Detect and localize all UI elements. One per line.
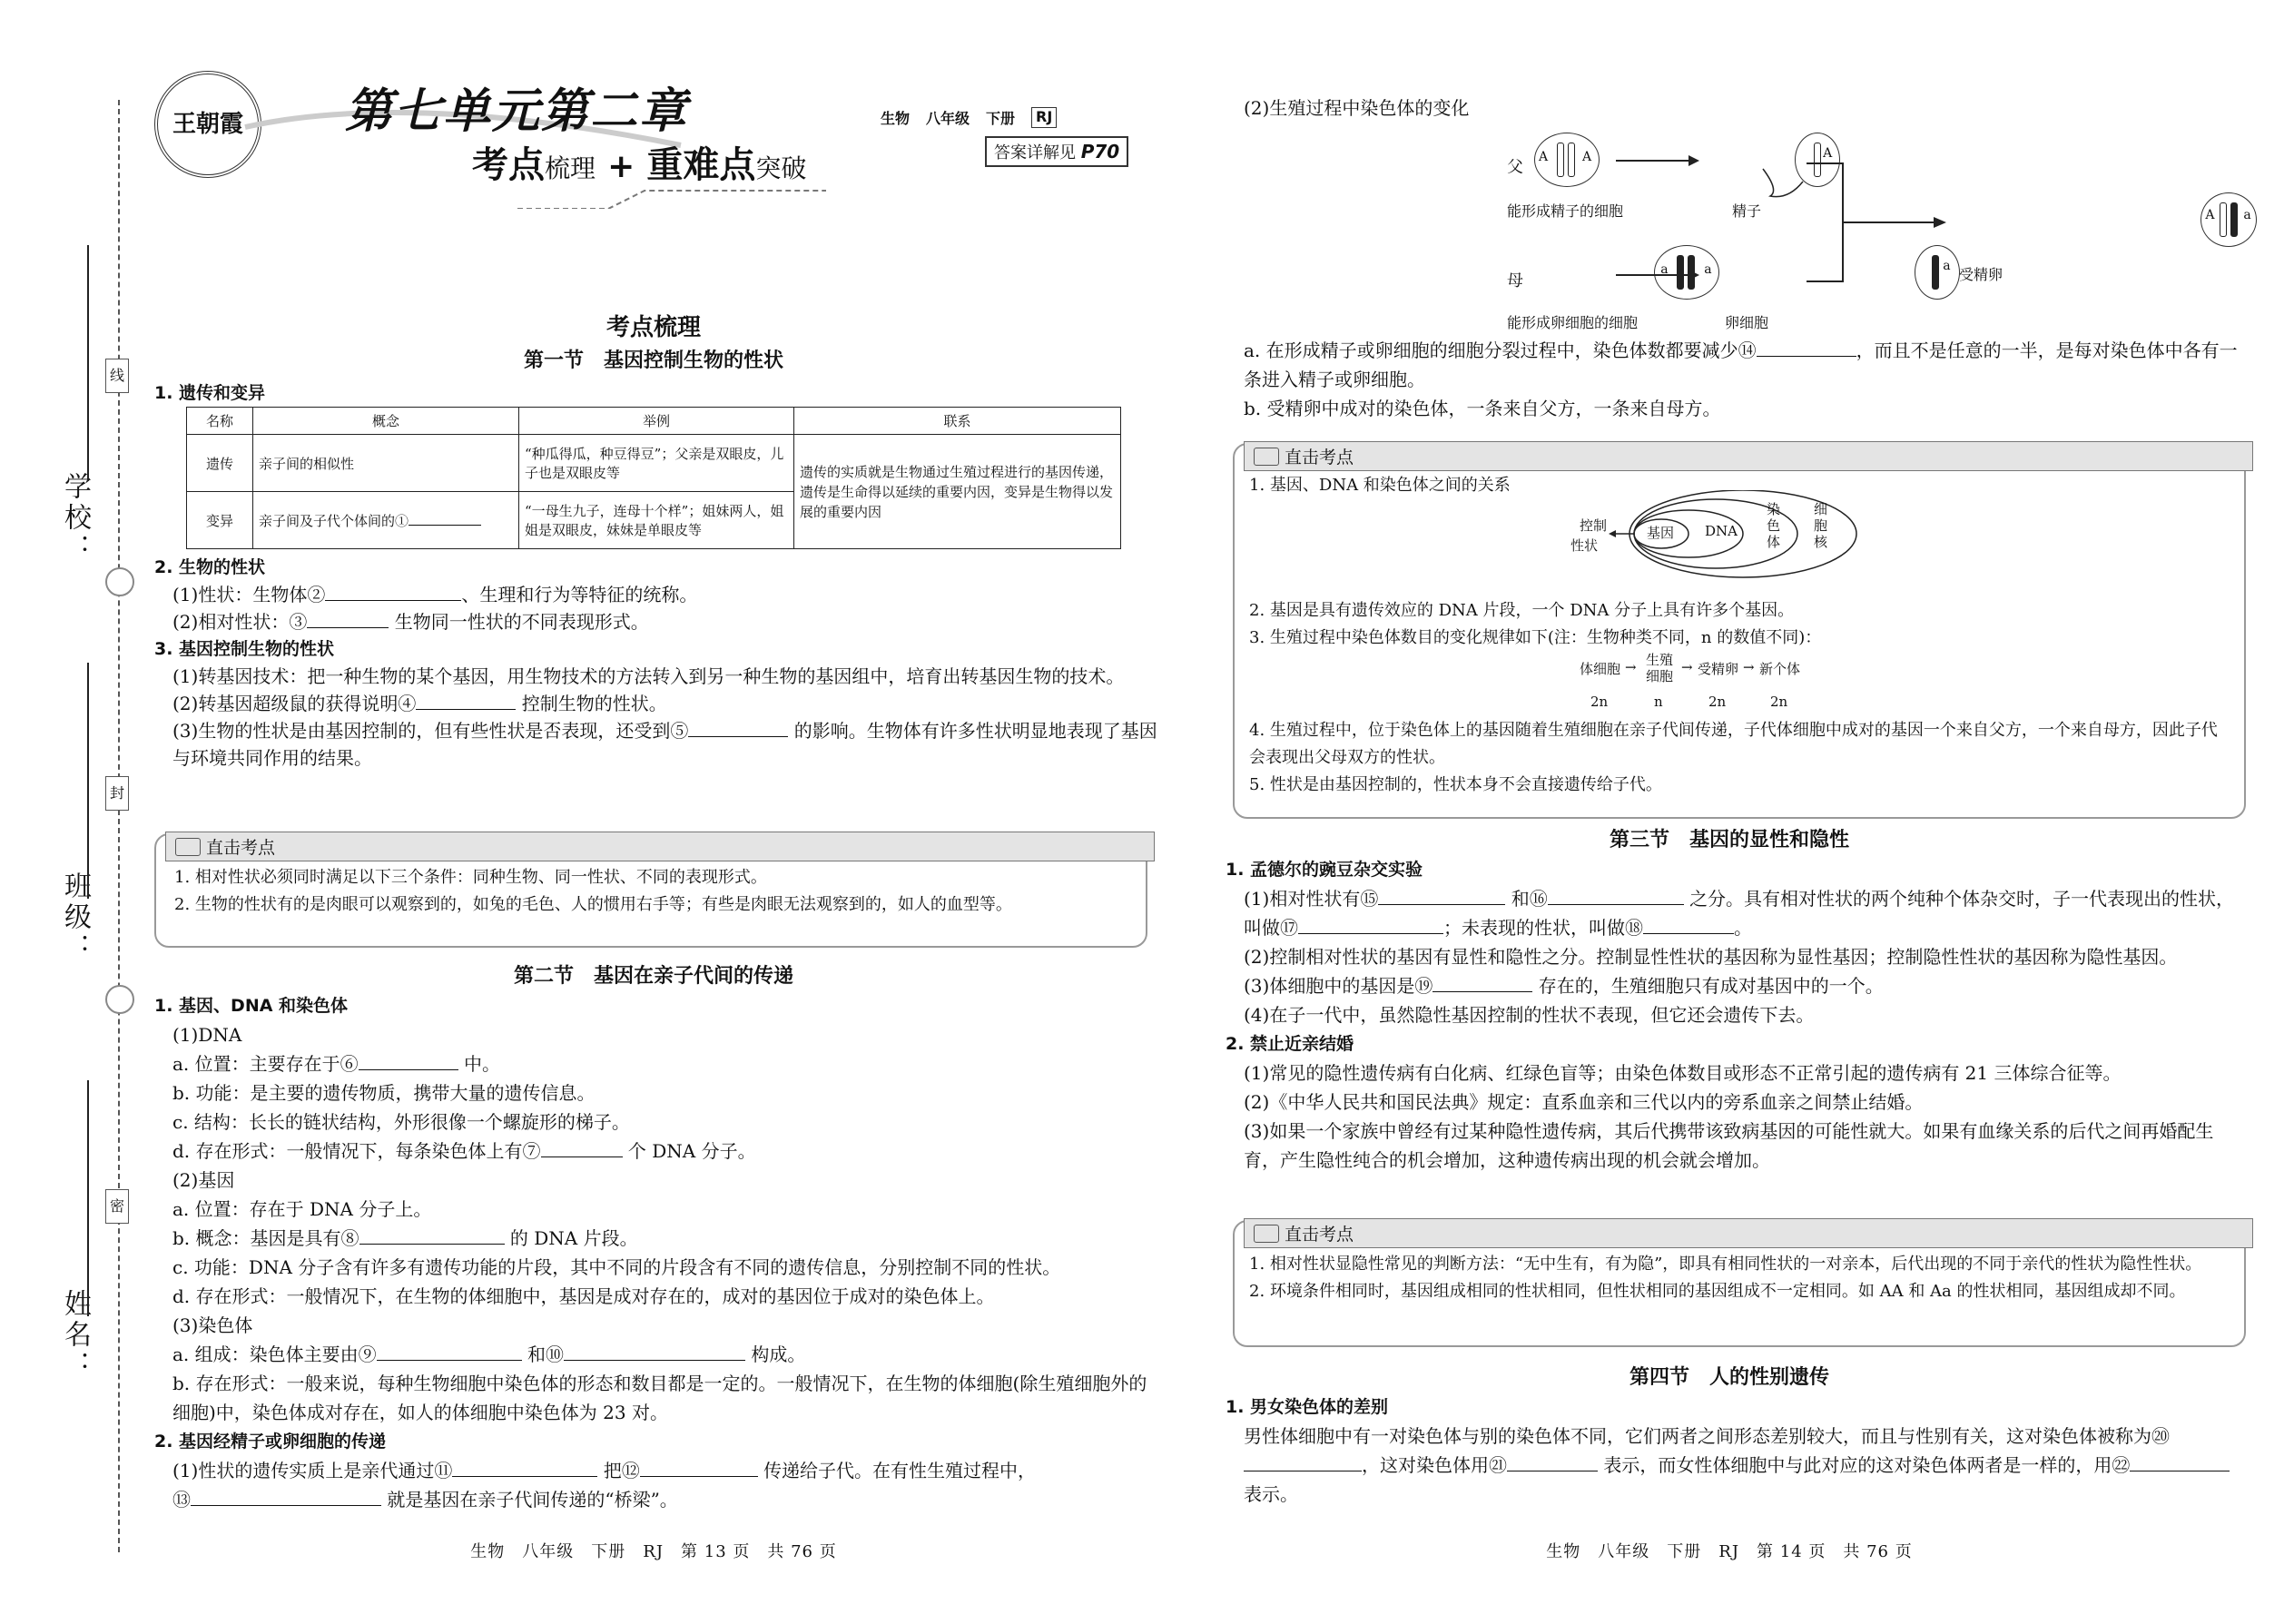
key-point-list bbox=[1249, 597, 2230, 652]
answer-ref bbox=[985, 136, 1128, 167]
text-span: 就是基因在亲子代间传递的“桥梁”。 bbox=[387, 1489, 678, 1511]
table-header: 联系 bbox=[794, 408, 1121, 435]
seal-tag-secret: 密 bbox=[105, 1189, 129, 1224]
allele-label: a bbox=[1943, 259, 1951, 273]
text-line bbox=[1226, 884, 2242, 942]
table-row bbox=[187, 435, 1121, 492]
table-cell bbox=[253, 492, 519, 549]
text-line bbox=[154, 1049, 1162, 1078]
egg-source-cell bbox=[1654, 245, 1719, 300]
text-span: a. 位置：主要存在于⑥ bbox=[172, 1053, 359, 1075]
tag-label: 直击考点 bbox=[206, 838, 276, 858]
text-line: b. 存在形式：一般来说，每种生物细胞中染色体的形态和数目都是一定的。一般情况下，在生物的体细胞(除生殖细胞外的细胞)中，染色体成对存在，如人的体细胞中染色体为 23 对。 bbox=[172, 1373, 1147, 1423]
class-label: 班级： bbox=[59, 871, 91, 964]
key-point-tag bbox=[165, 832, 1155, 861]
lesson-3-body bbox=[1226, 855, 2242, 1175]
label-dna: DNA bbox=[1705, 523, 1738, 539]
arrow-icon: → bbox=[1625, 659, 1637, 675]
text-span: (1)相对性状有⑮ bbox=[1244, 888, 1379, 910]
sub-heading: (2)生殖过程中染色体的变化 bbox=[1244, 97, 1470, 119]
text-span: b. 概念：基因是具有⑧ bbox=[172, 1227, 359, 1249]
text-span: 男性体细胞中有一对染色体与别的染色体不同，它们两者之间形态差别较大，而且与性别有关，这对染色体被称为⑳ bbox=[1244, 1425, 2170, 1447]
text-line bbox=[154, 1485, 1162, 1514]
text-span: 控制生物的性状。 bbox=[521, 693, 667, 714]
school-label: 学校： bbox=[59, 472, 91, 565]
flow-new-individual: 新个体 bbox=[1759, 661, 1801, 677]
fill-blank-12[interactable] bbox=[640, 1458, 758, 1477]
tag-label: 直击考点 bbox=[1285, 1225, 1354, 1245]
text-span: 构成。 bbox=[751, 1343, 806, 1365]
text-span: (2)转基因超级鼠的获得说明④ bbox=[172, 693, 417, 714]
table-cell: 遗传的实质就是生物通过生殖过程进行的基因传递，遗传是生命得以延续的重要内因，变异是生物得以发展的重要内因 bbox=[794, 435, 1121, 549]
arrow-icon bbox=[1616, 274, 1698, 276]
flow-germ-cell: 生殖细胞 bbox=[1645, 652, 1673, 684]
allele-label: A bbox=[1582, 150, 1592, 164]
list-item: 2. 基因是具有遗传效应的 DNA 片段，一个 DNA 分子上具有许多个基因。 bbox=[1249, 601, 1795, 620]
text-span: 存在的，生殖细胞只有成对基因中的一个。 bbox=[1538, 975, 1884, 997]
text-span: ，这对染色体用㉑ bbox=[1362, 1454, 1507, 1476]
list-item: 4. 生殖过程中，位于染色体上的基因随着生殖细胞在亲子代间传递，子代体细胞中成对的基因一个来自父方，一个来自母方，因此子代会表现出父母双方的性状。 bbox=[1249, 721, 2218, 767]
text-line: (3)如果一个家族中曾经有过某种隐性遗传病，其后代携带该致病基因的可能性就大。如果有血缘关系的后代之间再婚配生育，产生隐性纯合的机会增加，这种遗传病出现的机会就会增加。 bbox=[1244, 1120, 2214, 1171]
fill-blank-9[interactable] bbox=[377, 1342, 522, 1361]
fill-blank-19[interactable] bbox=[1433, 973, 1532, 992]
key-point-list bbox=[174, 864, 1127, 919]
text-line: b. 功能：是主要的遗传物质，携带大量的遗传信息。 bbox=[172, 1082, 596, 1104]
label-sperm-source: 能形成精子的细胞 bbox=[1507, 202, 1624, 220]
subtitle-plus: + bbox=[607, 148, 635, 185]
table-header: 概念 bbox=[253, 408, 519, 435]
list-item: 2. 生物的性状有的是肉眼可以观察到的，如兔的毛色、人的惯用右手等；有些是肉眼无法观察到的，如人的血型等。 bbox=[174, 895, 1012, 914]
chromosome bbox=[2230, 202, 2238, 237]
text-span: (3)体细胞中的基因是⑲ bbox=[1244, 975, 1433, 997]
fill-blank-17[interactable] bbox=[1298, 915, 1443, 934]
meta-grade: 八年级 bbox=[926, 110, 970, 127]
allele-label: A bbox=[2205, 208, 2215, 222]
seal-circle-icon bbox=[105, 567, 134, 596]
sperm-source-cell bbox=[1534, 133, 1600, 187]
key-point-box-3 bbox=[1233, 1220, 2246, 1347]
binding-margin bbox=[0, 0, 127, 1624]
seal-tag-seal: 封 bbox=[105, 776, 129, 811]
text-span: a. 组成：染色体主要由⑨ bbox=[172, 1343, 377, 1365]
text-line: c. 功能：DNA 分子含有许多有遗传功能的片段，其中不同的片段含有不同的遗传信息，分别控制不同的性状。 bbox=[172, 1256, 1061, 1278]
text-span: 个 DNA 分子。 bbox=[627, 1140, 756, 1162]
lesson-2-title: 第二节 基因在亲子代间的传递 bbox=[513, 965, 793, 988]
text-line bbox=[154, 717, 1162, 772]
flow-count: 2n bbox=[1590, 694, 1609, 710]
text-line: (1)常见的隐性遗传病有白化病、红绿色盲等；由染色体数目或形态不正常引起的遗传病有 21 三体综合征等。 bbox=[1244, 1062, 2122, 1084]
book-icon bbox=[1254, 448, 1279, 466]
item-heading: 2. 基因经精子或卵细胞的传递 bbox=[154, 1432, 387, 1452]
sub-heading: (2)基因 bbox=[172, 1169, 235, 1191]
fill-blank-7[interactable] bbox=[541, 1138, 623, 1157]
text-span: 中。 bbox=[464, 1053, 500, 1075]
name-label: 姓名： bbox=[59, 1289, 91, 1382]
text-line bbox=[154, 581, 1162, 608]
fill-blank-10[interactable] bbox=[564, 1342, 745, 1361]
key-point-tag bbox=[1244, 441, 2253, 471]
list-item: 1. 基因、DNA 和染色体之间的关系 bbox=[1249, 476, 1511, 495]
sperm-tail-icon bbox=[1761, 163, 1807, 200]
meta-subject: 生物 bbox=[881, 110, 911, 127]
text-span: 表示。 bbox=[1244, 1483, 1298, 1505]
key-point-box-1 bbox=[154, 833, 1147, 948]
brand-logo: 王朝霞 bbox=[154, 71, 261, 178]
allele-label: a bbox=[2243, 208, 2251, 222]
answer-ref-page: P70 bbox=[1080, 141, 1120, 162]
meta-edition: RJ bbox=[1031, 107, 1057, 128]
text-span: 的影响。生物体有许多性状明显地表现了基因与环境共同作用的结果。 bbox=[172, 720, 1157, 769]
text-span: (1)性状的遗传实质上是亲代通过⑪ bbox=[172, 1460, 453, 1481]
fill-blank-14[interactable] bbox=[1757, 338, 1856, 357]
label-father: 父 bbox=[1507, 158, 1523, 177]
fill-blank-8[interactable] bbox=[359, 1225, 505, 1245]
text-span: 。 bbox=[1734, 917, 1752, 939]
sub-heading: (3)染色体 bbox=[172, 1314, 253, 1336]
page-footer: 生物 八年级 下册 RJ 第 14 页 共 76 页 bbox=[1546, 1542, 1913, 1561]
section-heading: 考点梳理 bbox=[605, 314, 701, 341]
label-gene: 基因 bbox=[1647, 525, 1675, 541]
text-line: c. 结构：长长的链状结构，外形很像一个螺旋形的梯子。 bbox=[172, 1111, 630, 1133]
text-line bbox=[154, 1224, 1162, 1253]
key-point-box-2 bbox=[1233, 443, 2246, 819]
text-span: 之分。具有相对性状的两个纯种个体杂交时，子一代表现出的性状，叫做⑰ bbox=[1244, 888, 2235, 939]
label-trait: 性状 bbox=[1570, 537, 1599, 554]
chromosome-count-flow bbox=[1580, 652, 2088, 710]
school-field[interactable] bbox=[87, 245, 89, 481]
left-page bbox=[136, 0, 1171, 1624]
item-heading: 2. 禁止近亲结婚 bbox=[1226, 1034, 1354, 1054]
text-span: 、生理和行为等特征的统称。 bbox=[461, 584, 698, 605]
list-item: 1. 相对性状显隐性常见的判断方法：“无中生有，有为隐”，即具有相同性状的一对亲本，后代出现的不同于亲代的性状为隐性性状。 bbox=[1249, 1255, 2202, 1274]
allele-label: a bbox=[1660, 262, 1669, 277]
text-line bbox=[154, 608, 1162, 635]
right-page bbox=[1207, 0, 2251, 1624]
seal-circle-icon bbox=[105, 985, 134, 1014]
label-egg: 卵细胞 bbox=[1725, 314, 1769, 331]
chromosome bbox=[2220, 202, 2227, 237]
label-nucleus: 细胞核 bbox=[1814, 501, 1828, 550]
text-span: 表示，而女性体细胞中与此对应的这对染色体两者是一样的，用㉒ bbox=[1603, 1454, 2131, 1476]
arrow-icon: → bbox=[1681, 659, 1693, 675]
label-sperm: 精子 bbox=[1732, 202, 1762, 220]
item-heading: 3. 基因控制生物的性状 bbox=[154, 639, 335, 659]
fill-blank-21[interactable] bbox=[1507, 1452, 1598, 1471]
lesson-1-title: 第一节 基因控制生物的性状 bbox=[523, 349, 783, 372]
fill-blank-4[interactable] bbox=[416, 691, 516, 710]
book-icon bbox=[1254, 1225, 1279, 1243]
table-cell: 变异 bbox=[187, 492, 253, 549]
key-point-list bbox=[1249, 717, 2230, 799]
fill-blank-18[interactable] bbox=[1643, 915, 1734, 934]
item-heading: 1. 遗传和变异 bbox=[154, 383, 266, 403]
chapter-title: 第七单元第二章 bbox=[345, 84, 689, 139]
subtitle-part: 梳理 bbox=[545, 153, 596, 183]
text-line: a. 位置：存在于 DNA 分子上。 bbox=[172, 1198, 432, 1220]
fill-blank-5[interactable] bbox=[688, 718, 788, 737]
item-heading: 1. 孟德尔的豌豆杂交实验 bbox=[1226, 860, 1423, 880]
fill-blank-20[interactable] bbox=[1244, 1452, 1362, 1471]
fill-blank-16[interactable] bbox=[1548, 886, 1684, 905]
text-line bbox=[154, 1340, 1162, 1369]
item-heading: 1. 基因、DNA 和染色体 bbox=[154, 996, 349, 1016]
list-item: 1. 相对性状必须同时满足以下三个条件：同种生物、同一性状、不同的表现形式。 bbox=[174, 868, 767, 887]
lesson-4-title: 第四节 人的性别遗传 bbox=[1629, 1366, 1829, 1389]
text-line bbox=[1226, 971, 2242, 1000]
tag-label: 直击考点 bbox=[1285, 448, 1354, 468]
table-cell: “种瓜得瓜，种豆得豆”；父亲是双眼皮，儿子也是双眼皮等 bbox=[519, 435, 794, 492]
reproduction-text bbox=[1244, 336, 2242, 423]
fill-blank-1[interactable] bbox=[409, 512, 481, 526]
key-point-list bbox=[1249, 1251, 2230, 1305]
allele-label: A bbox=[1823, 146, 1833, 161]
name-field[interactable] bbox=[87, 1080, 89, 1316]
text-span: ，而且不是任意的一半，是每对染色体中各有一条进入精子或卵细胞。 bbox=[1244, 340, 2238, 390]
label-zygote: 受精卵 bbox=[1959, 266, 2004, 283]
text-line: (2)《中华人民共和国民法典》规定：直系血亲和三代以内的旁系血亲之间禁止结婚。 bbox=[1244, 1091, 1924, 1113]
subtitle-part: 考点 bbox=[472, 144, 545, 186]
lesson-3-title: 第三节 基因的显性和隐性 bbox=[1609, 829, 1849, 851]
answer-ref-label: 答案详解见 bbox=[994, 143, 1076, 162]
flow-body-cell: 体细胞 bbox=[1580, 661, 1621, 677]
seal-tag-line: 线 bbox=[105, 359, 129, 393]
text-line bbox=[154, 1456, 1162, 1485]
fill-blank-22[interactable] bbox=[2130, 1452, 2230, 1471]
table-header-row bbox=[187, 408, 1121, 435]
arrow-icon bbox=[1616, 160, 1698, 162]
item-heading: 2. 生物的性状 bbox=[154, 557, 266, 577]
lesson-2-body bbox=[154, 991, 1162, 1514]
arrow-icon: → bbox=[1743, 659, 1755, 675]
banner-subtitle bbox=[472, 136, 806, 188]
label-chromosome: 染色体 bbox=[1767, 501, 1781, 550]
table-header: 举例 bbox=[519, 408, 794, 435]
label-control: 控制 bbox=[1580, 517, 1608, 534]
text-span: 生物同一性状的不同表现形式。 bbox=[394, 611, 649, 633]
allele-label: A bbox=[1539, 150, 1549, 164]
heredity-variation-table bbox=[186, 407, 1121, 549]
label-egg-source: 能形成卵细胞的细胞 bbox=[1507, 314, 1639, 331]
lesson-4-body bbox=[1226, 1393, 2242, 1509]
text-line: d. 存在形式：一般情况下，在生物的体细胞中，基因是成对存在的，成对的基因位于成对的染色体上。 bbox=[172, 1285, 995, 1307]
fill-blank-3[interactable] bbox=[307, 609, 389, 628]
grade-meta bbox=[881, 107, 1057, 128]
text-span: (2)相对性状：③ bbox=[172, 611, 308, 633]
subtitle-part: 突破 bbox=[755, 153, 807, 183]
chromosome bbox=[1677, 255, 1684, 290]
book-icon bbox=[175, 838, 201, 856]
text-span: d. 存在形式：一般情况下，每条染色体上有⑦ bbox=[172, 1140, 541, 1162]
text-line bbox=[154, 1137, 1162, 1166]
fill-blank-11[interactable] bbox=[452, 1458, 597, 1477]
text-line: (1)转基因技术：把一种生物的某个基因，用生物技术的方法转入到另一种生物的基因组中，培育出转基因生物的技术。 bbox=[172, 665, 1125, 687]
text-line bbox=[154, 690, 1162, 717]
page-footer: 生物 八年级 下册 RJ 第 13 页 共 76 页 bbox=[470, 1542, 837, 1561]
text-span: 和⑯ bbox=[1511, 888, 1548, 910]
text-line: (2)控制相对性状的基因有显性和隐性之分。控制显性性状的基因称为显性基因；控制隐性性状的基因称为隐性基因。 bbox=[1244, 946, 2178, 968]
label-mother: 母 bbox=[1507, 271, 1523, 290]
lesson-1-body bbox=[154, 554, 1162, 772]
text-span: a. 在形成精子或卵细胞的细胞分裂过程中，染色体数都要减少⑭ bbox=[1244, 340, 1757, 361]
chromosome bbox=[1568, 143, 1575, 177]
sub-heading: (1)DNA bbox=[172, 1024, 242, 1046]
list-item: 2. 环境条件相同时，基因组成相同的性状相同，但性状相同的基因组成不一定相同。如 AA 和 Aa 的性状相同，基因组成却不同。 bbox=[1249, 1282, 2186, 1301]
key-point-tag bbox=[1244, 1218, 2253, 1248]
table-cell: 遗传 bbox=[187, 435, 253, 492]
fill-blank-15[interactable] bbox=[1378, 886, 1505, 905]
table-cell: “一母生九子，连母十个样”；姐妹两人，姐姐是双眼皮，妹妹是单眼皮等 bbox=[519, 492, 794, 549]
text-span: ；未表现的性状，叫做⑱ bbox=[1443, 917, 1643, 939]
fill-blank-6[interactable] bbox=[359, 1051, 458, 1070]
text-span: (1)性状：生物体② bbox=[172, 584, 326, 605]
text-span: 传递给子代。在有性生殖过程中， bbox=[763, 1460, 1037, 1481]
subtitle-part: 重难点 bbox=[646, 144, 756, 186]
cell-text: 亲子间及子代个体间的① bbox=[259, 512, 409, 529]
text-span: 和⑩ bbox=[527, 1343, 564, 1365]
text-span: 的 DNA 片段。 bbox=[509, 1227, 638, 1249]
flow-count: 2n bbox=[1708, 694, 1727, 710]
cut-line bbox=[118, 100, 120, 1552]
allele-label: a bbox=[1704, 262, 1712, 277]
text-line: (4)在子一代中，虽然隐性基因控制的性状不表现，但它还会遗传下去。 bbox=[1244, 1004, 1815, 1026]
text-span: 把⑫ bbox=[603, 1460, 640, 1481]
fill-blank-2[interactable] bbox=[325, 582, 461, 601]
text-span: (3)生物的性状是由基因控制的，但有些性状是否表现，还受到⑤ bbox=[172, 720, 689, 742]
table-cell: 亲子间的相似性 bbox=[253, 435, 519, 492]
class-field[interactable] bbox=[87, 663, 89, 899]
list-item: 5. 性状是由基因控制的，性状本身不会直接遗传给子代。 bbox=[1249, 775, 1662, 794]
list-item: 3. 生殖过程中染色体数目的变化规律如下(注：生物种类不同，n 的数值不同)： bbox=[1249, 628, 1822, 647]
fertilization-bracket bbox=[1807, 145, 1952, 300]
item-heading: 1. 男女染色体的差别 bbox=[1226, 1397, 1389, 1417]
zygote-cell bbox=[2200, 192, 2257, 247]
text-span: ⑬ bbox=[172, 1489, 191, 1511]
flow-count: 2n bbox=[1770, 694, 1788, 710]
fill-blank-13[interactable] bbox=[191, 1487, 381, 1506]
flow-count: n bbox=[1654, 694, 1663, 710]
text-line bbox=[1226, 1422, 2242, 1509]
flow-zygote: 受精卵 bbox=[1698, 661, 1739, 677]
table-header: 名称 bbox=[187, 408, 253, 435]
chromosome bbox=[1557, 143, 1564, 177]
reproduction-diagram bbox=[1507, 127, 2251, 336]
text-line: b. 受精卵中成对的染色体，一条来自父方，一条来自母方。 bbox=[1244, 398, 1721, 419]
meta-volume: 下册 bbox=[986, 110, 1016, 127]
